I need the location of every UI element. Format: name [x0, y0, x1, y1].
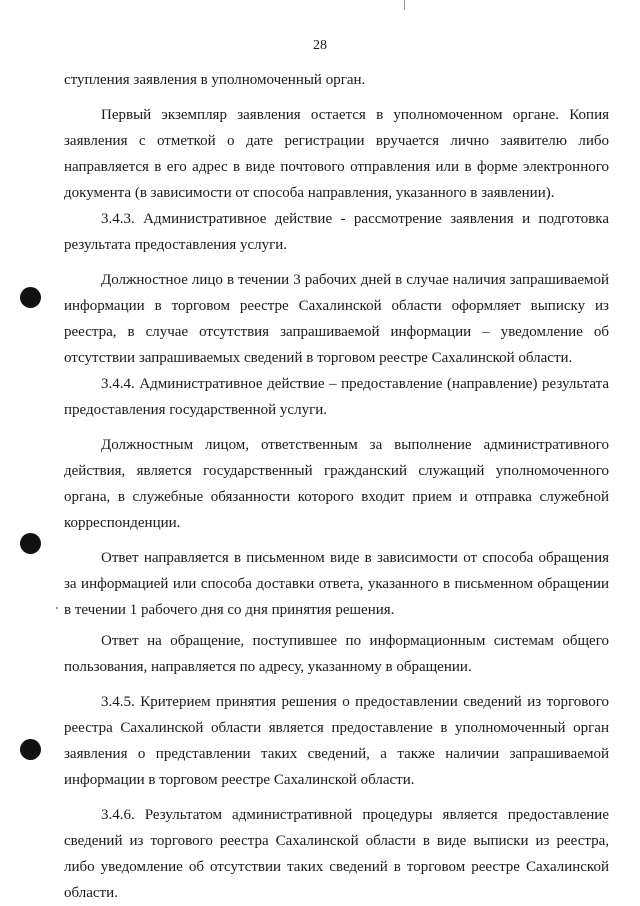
paragraph-section-3-4-3: 3.4.3. Административное действие - рассмотрение заявления и подготовка результата предоставления услуги.	[64, 211, 609, 253]
paragraph: Ответ на обращение, поступившее по информационным системам общего пользования, направляется по адресу, указанному в обращении.	[64, 633, 609, 675]
binder-hole-bottom	[20, 739, 41, 760]
document-body	[64, 67, 609, 906]
paragraph: Первый экземпляр заявления остается в уполномоченном органе. Копия заявления с отметкой о дате регистрации вручается лично заявителю либо направляется в его адрес в виде почтового отправления или в форме электронного документа (в зависимости от способа направления, указанного в заявлении).	[64, 107, 609, 201]
scan-edge-mark	[404, 0, 405, 10]
binder-hole-top	[20, 287, 41, 308]
paragraph: Ответ направляется в письменном виде в зависимости от способа обращения за информацией или способа доставки ответа, указанного в письменном обращении в течении 1 рабочего дня со дня принятия решения.	[64, 550, 609, 618]
binder-hole-middle	[20, 533, 41, 554]
page-number: 28	[313, 38, 327, 53]
paragraph: Должностное лицо в течении 3 рабочих дней в случае наличия запрашиваемой информации в торговом реестре Сахалинской области оформляет выписку из реестра, в случае отсутствия запрашиваемой информации – уведомление об отсутствии запрашиваемых сведений в торговом реестре Сахалинской области.	[64, 272, 609, 366]
paragraph-continuation: ступления заявления в уполномоченный орган.	[64, 72, 366, 88]
paragraph-section-3-4-5: 3.4.5. Критерием принятия решения о предоставлении сведений из торгового реестра Сахалинской области является предоставление в уполномоченный орган заявления о представлении таких сведений, а также наличии запрашиваемой информации в торговом реестре Сахалинской области.	[64, 694, 609, 788]
scan-speck	[56, 607, 58, 609]
paragraph-section-3-4-4: 3.4.4. Административное действие – предоставление (направление) результата предоставления государственной услуги.	[64, 376, 609, 418]
paragraph: Должностным лицом, ответственным за выполнение административного действия, является государственный гражданский служащий уполномоченного органа, в служебные обязанности которого входит прием и отправка служебной корреспонденции.	[64, 437, 609, 531]
paragraph-section-3-4-6: 3.4.6. Результатом административной процедуры является предоставление сведений из торгового реестра Сахалинской области в виде выписки из реестра, либо уведомление об отсутствии таких сведений в торговом реестре Сахалинской области.	[64, 807, 609, 901]
